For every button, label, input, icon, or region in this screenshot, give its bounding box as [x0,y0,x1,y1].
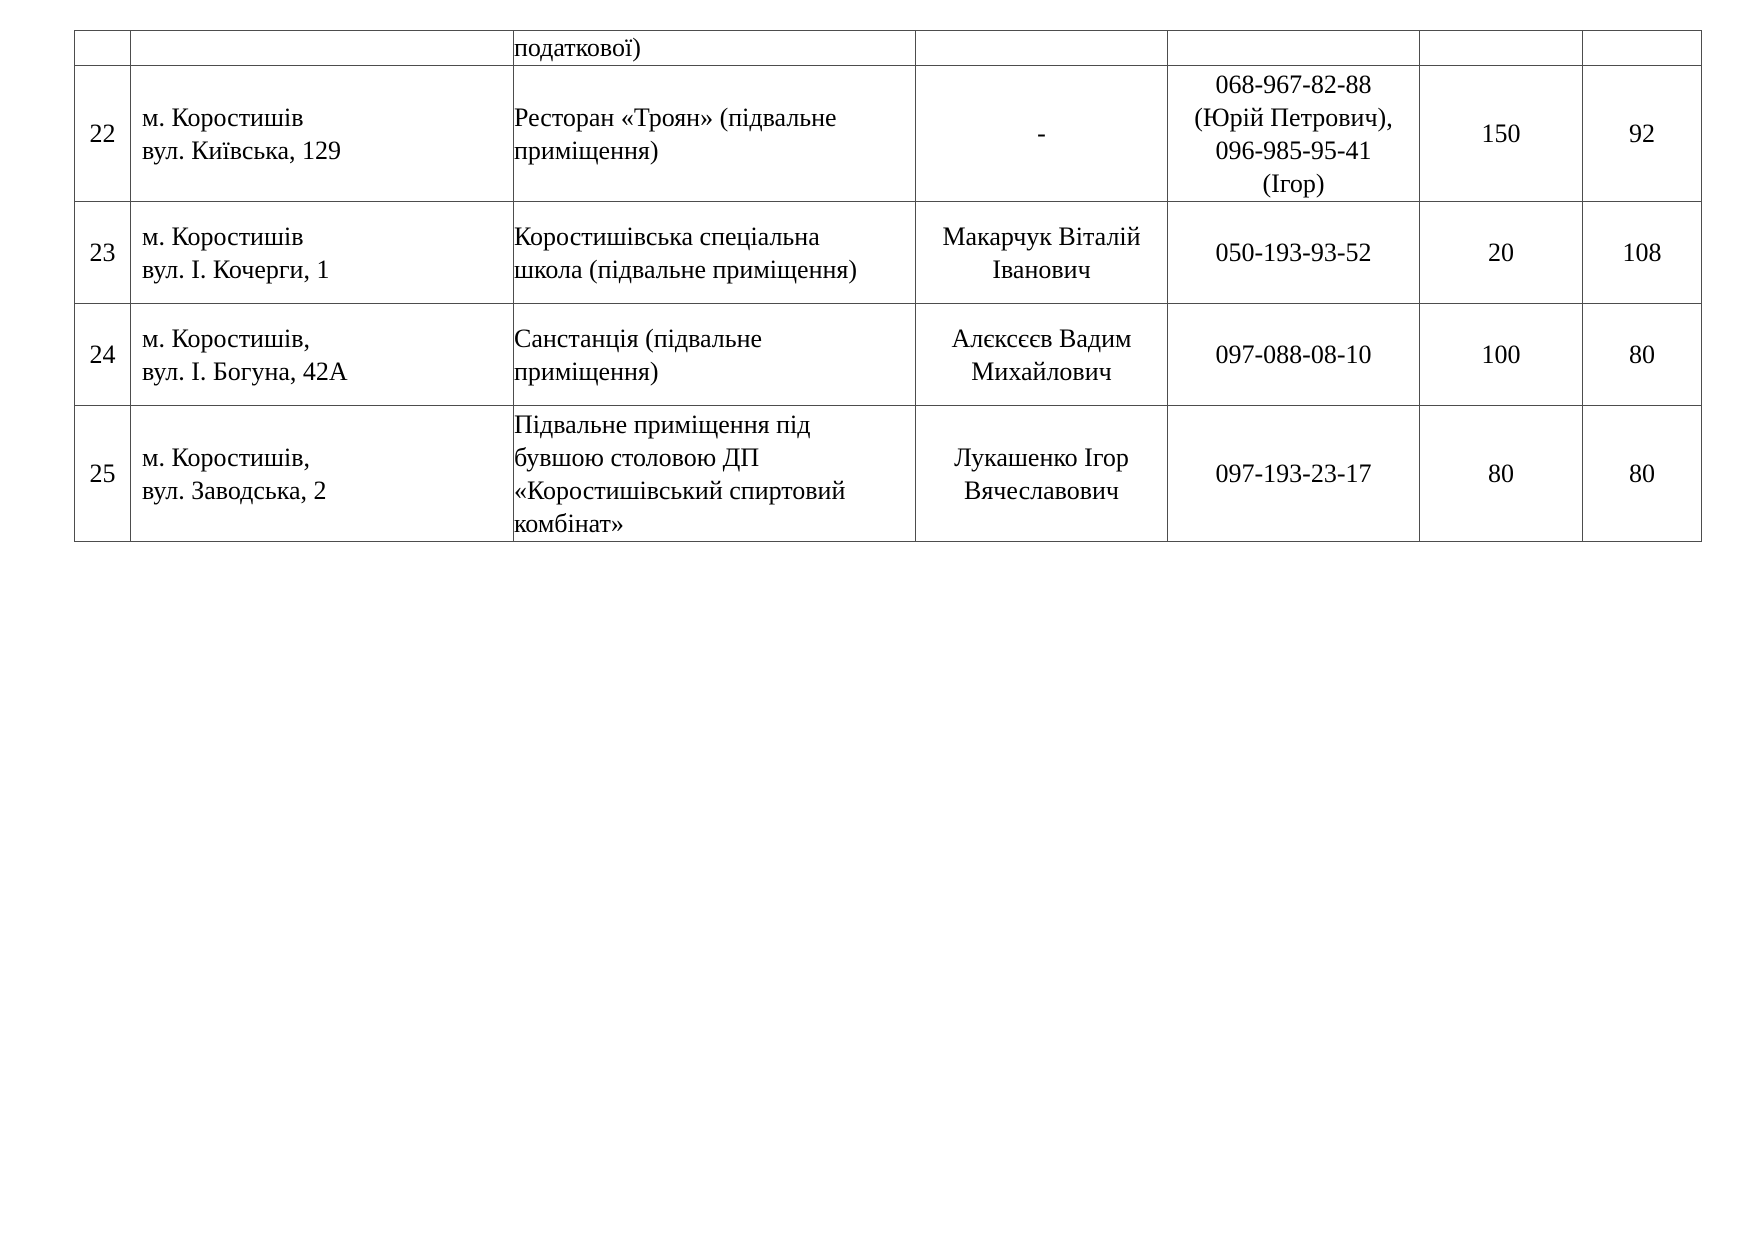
place-line: Ресторан «Троян» (підвальне [514,102,837,132]
address-line: м. Коростишів [142,221,304,251]
place-line: приміщення) [514,356,659,386]
cell-place [514,304,916,406]
cell-responsible [916,304,1168,406]
address-line: вул. Заводська, 2 [142,475,327,505]
phone-line: 050-193-93-52 [1215,238,1372,267]
responsible-line: - [1037,119,1046,148]
cell-capacity [1583,31,1702,66]
phone-line: (Юрій Петрович), [1194,102,1393,132]
phone-line: (Ігор) [1262,168,1325,198]
cell-phone [1168,31,1420,66]
cell-responsible [916,406,1168,542]
cell-capacity: 108 [1583,202,1702,304]
cell-area: 150 [1420,66,1583,202]
phone-line: 097-193-23-17 [1215,459,1372,488]
table-row [75,304,1702,406]
responsible-line: Алєксєєв Вадим [951,323,1132,353]
place-line: бувшою столовою ДП [514,442,760,472]
address-line: вул. І. Кочерги, 1 [142,254,330,284]
cell-number: 24 [75,304,131,406]
shelters-table [74,30,1702,542]
place-line: школа (підвальне приміщення) [514,254,858,284]
table-row [75,406,1702,542]
cell-responsible [916,31,1168,66]
cell-place [514,66,916,202]
responsible-line: Вячеславович [964,475,1119,505]
place-line: податкової) [514,33,641,62]
place-line: Коростишівська спеціальна [514,221,820,251]
table-row-continuation [75,31,1702,66]
cell-area: 100 [1420,304,1583,406]
cell-place [514,202,916,304]
place-line: приміщення) [514,135,659,165]
cell-phone [1168,202,1420,304]
cell-number: 23 [75,202,131,304]
cell-phone [1168,406,1420,542]
responsible-line: Макарчук Віталій [942,221,1141,251]
responsible-line: Лукашенко Ігор [954,442,1129,472]
cell-address [131,304,514,406]
cell-capacity: 80 [1583,304,1702,406]
cell-number: 22 [75,66,131,202]
place-line: комбінат» [514,508,624,538]
cell-address [131,202,514,304]
cell-address [131,66,514,202]
address-line: м. Коростишів, [142,323,310,353]
phone-line: 068-967-82-88 [1215,69,1372,99]
cell-place [514,406,916,542]
cell-number: 25 [75,406,131,542]
address-line: м. Коростишів [142,102,304,132]
cell-capacity: 92 [1583,66,1702,202]
cell-phone [1168,66,1420,202]
responsible-line: Іванович [992,254,1091,284]
phone-line: 097-088-08-10 [1215,340,1372,369]
cell-phone [1168,304,1420,406]
cell-number [75,31,131,66]
cell-address [131,406,514,542]
address-line: м. Коростишів, [142,442,310,472]
cell-responsible [916,202,1168,304]
table-row [75,66,1702,202]
cell-place [514,31,916,66]
cell-capacity: 80 [1583,406,1702,542]
address-line: вул. І. Богуна, 42А [142,356,348,386]
place-line: Підвальне приміщення під [514,409,811,439]
table-row [75,202,1702,304]
place-line: «Коростишівський спиртовий [514,475,846,505]
cell-area: 20 [1420,202,1583,304]
phone-line: 096-985-95-41 [1215,135,1372,165]
place-line: Санстанція (підвальне [514,323,763,353]
cell-address [131,31,514,66]
responsible-line: Михайлович [971,356,1112,386]
cell-area: 80 [1420,406,1583,542]
cell-area [1420,31,1583,66]
cell-responsible [916,66,1168,202]
address-line: вул. Київська, 129 [142,135,341,165]
